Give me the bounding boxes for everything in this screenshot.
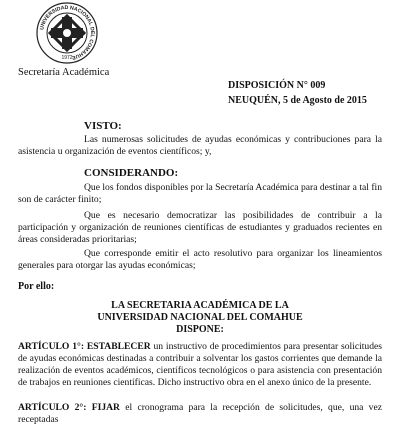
authority-line-3: DISPONE: bbox=[176, 324, 224, 335]
considerando-heading: CONSIDERANDO: bbox=[84, 167, 179, 179]
considerando-paragraph-1: Que los fondos disponibles por la Secretaría Académica para destinar a tal fin son de carácter finito; bbox=[18, 182, 382, 205]
por-ello: Por ello: bbox=[18, 281, 55, 292]
seal-ring-text: UNIVERSIDAD NACIONAL DEL COMAHUE bbox=[39, 4, 96, 61]
article-2-text: el cronograma para la recepción de solicitudes, que, una vez receptadas bbox=[18, 402, 382, 425]
disposition-number: DISPOSICIÓN N° 009 bbox=[228, 80, 326, 91]
visto-heading: VISTO: bbox=[84, 120, 122, 132]
article-2-label: ARTÍCULO 2°: FIJAR bbox=[18, 402, 120, 413]
office-name: Secretaría Académica bbox=[18, 67, 110, 78]
authority-line-1: LA SECRETARIA ACADÉMICA DE LA bbox=[111, 300, 289, 311]
article-2 bbox=[18, 402, 382, 426]
authority-line-2: UNIVERSIDAD NACIONAL DEL COMAHUE bbox=[97, 312, 303, 323]
seal-year: 1972 bbox=[61, 55, 73, 61]
article-1-label: ARTÍCULO 1°: ESTABLECER bbox=[18, 341, 151, 352]
visto-text: Las numerosas solicitudes de ayudas económicas y contribuciones para la asistencia u organización de eventos científicos; y, bbox=[18, 134, 382, 157]
article-1 bbox=[18, 341, 382, 389]
considerando-paragraph-2: Que es necesario democratizar las posibilidades de contribuir a la participación y organización de reuniones científicas de estudiantes y graduados recientes en áreas consideradas prioritarias; bbox=[18, 210, 382, 245]
article-1-text: un instructivo de procedimientos para presentar solicitudes de ayudas económicas destinadas a contribuir a solventar los gastos corrientes que demande la realización de eventos académicos, científicos tecnológicos o para asistencia con presentación de trabajos en reuniones científicas. Dicho instructivo obra en el anexo único de la presente. bbox=[18, 341, 383, 388]
university-seal-icon bbox=[36, 2, 98, 64]
disposition-date: NEUQUÉN, 5 de Agosto de 2015 bbox=[228, 95, 367, 106]
considerando-paragraph-3: Que corresponde emitir el acto resolutivo para organizar los lineamientos generales para otorgar las ayudas económicas; bbox=[18, 248, 382, 271]
